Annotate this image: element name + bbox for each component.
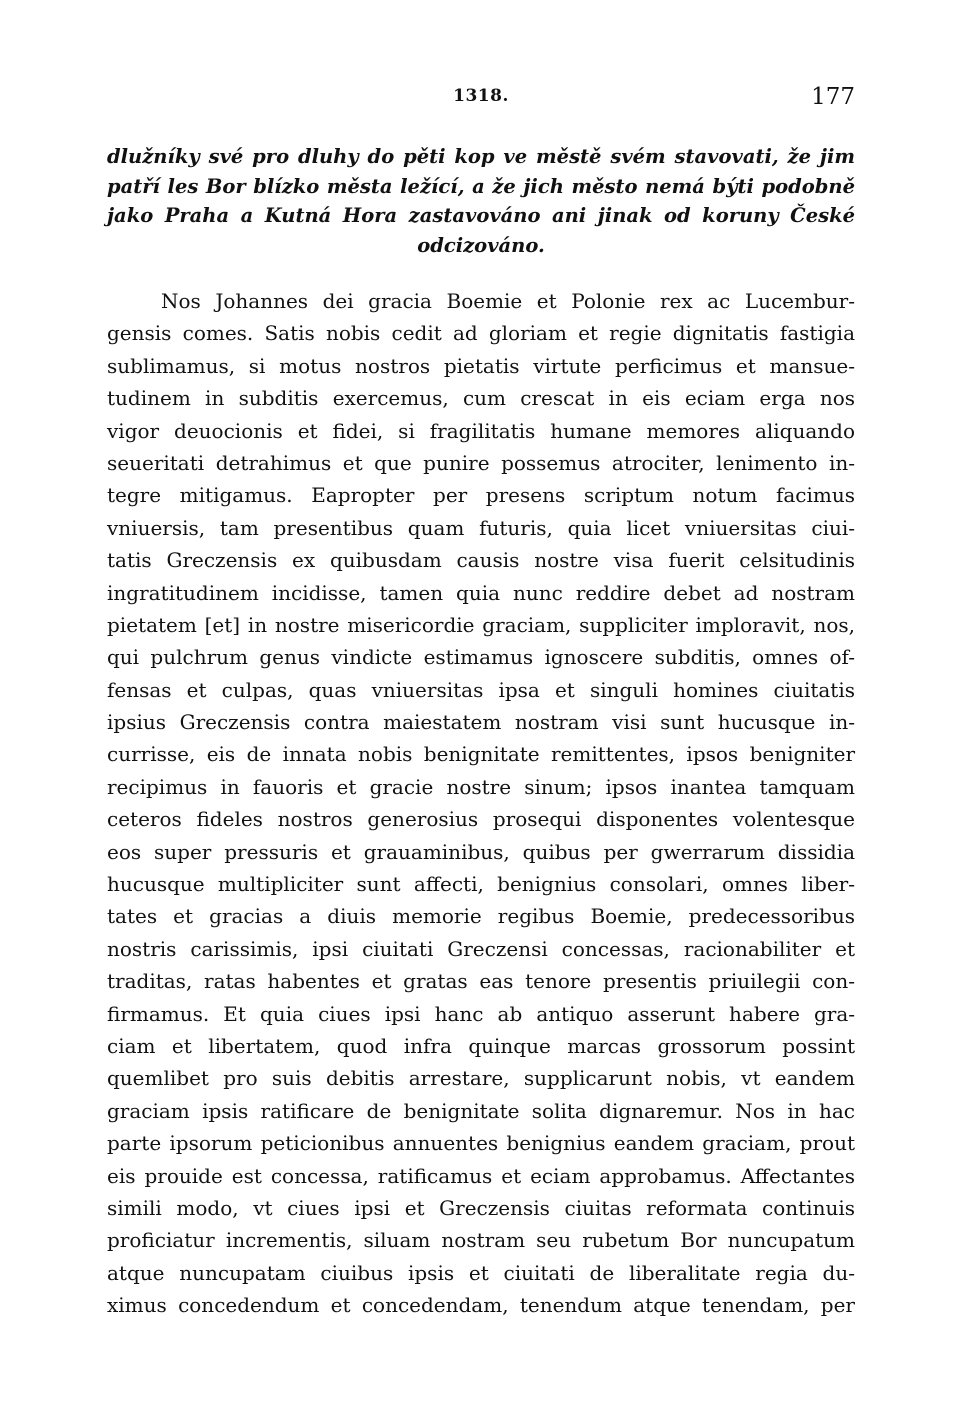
running-head bbox=[107, 86, 855, 112]
text-line: fensas et culpas, quas vniuersitas ipsa et singuli homines ciuitatis bbox=[107, 677, 855, 702]
text-line: ciam et libertatem, quod infra quinque marcas grossorum possint bbox=[107, 1033, 855, 1058]
text-line: ximus concedendum et concedendam, tenendum atque tenendam, per bbox=[107, 1293, 855, 1318]
text-line: Nos Johannes dei gracia Boemie et Polonie rex ac Lucembur- bbox=[161, 289, 855, 313]
text-line: currisse, eis de innata nobis benignitate remittentes, ipsos benigniter bbox=[107, 742, 855, 767]
text-line: quemlibet pro suis debitis arrestare, supplicarunt nobis, vt eandem bbox=[107, 1066, 855, 1091]
text-line: vigor deuocionis et fidei, si fragilitatis humane memores aliquando bbox=[107, 418, 855, 443]
charter-text bbox=[107, 285, 855, 1322]
text-line: nostris carissimis, ipsi ciuitati Greczensi concessas, racionabiliter et bbox=[107, 936, 855, 961]
text-line: pietatem [et] in nostre misericordie graciam, suppliciter imploravit, nos, bbox=[107, 612, 855, 637]
regest-line: jako Praha a Kutná Hora zastavováno ani jinak od koruny České bbox=[107, 204, 855, 227]
text-line: firmamus. Et quia ciues ipsi hanc ab antiquo asserunt habere gra- bbox=[107, 1001, 855, 1026]
text-line: ceteros fideles nostros generosius prosequi disponentes volentesque bbox=[107, 807, 855, 832]
text-line: atque nuncupatam ciuibus ipsis et ciuitati de liberalitate regia du- bbox=[107, 1260, 855, 1285]
text-line: seueritati detrahimus et que punire possemus atrociter, lenimento in- bbox=[107, 450, 855, 475]
text-line: ipsius Greczensis contra maiestatem nostram visi sunt hucusque in- bbox=[107, 710, 855, 735]
text-line: eis prouide est concessa, ratificamus et eciam approbamus. Affectantes bbox=[107, 1163, 855, 1188]
page-number: 177 bbox=[811, 84, 855, 110]
text-line: parte ipsorum peticionibus annuentes benignius eandem graciam, prout bbox=[107, 1131, 855, 1156]
text-line: tudinem in subditis exercemus, cum crescat in eis eciam erga nos bbox=[107, 386, 855, 411]
text-line: gensis comes. Satis nobis cedit ad gloriam et regie dignitatis fastigia bbox=[107, 321, 855, 346]
text-line: simili modo, vt ciues ipsi et Greczensis ciuitas reformata continuis bbox=[107, 1195, 855, 1220]
text-line: eos super pressuris et grauaminibus, quibus per gwerrarum dissidia bbox=[107, 839, 855, 864]
text-line: tates et gracias a diuis memorie regibus Boemie, predecessoribus bbox=[107, 904, 855, 929]
text-line: vniuersis, tam presentibus quam futuris, quia licet vniuersitas ciui- bbox=[107, 515, 855, 540]
regest-summary bbox=[107, 142, 855, 260]
regest-line: dlužníky své pro dluhy do pěti kop ve městě svém stavovati, že jim bbox=[107, 145, 855, 168]
text-line: sublimamus, si motus nostros pietatis virtute perficimus et mansue- bbox=[107, 353, 855, 378]
text-line: traditas, ratas habentes et gratas eas tenore presentis priuilegii con- bbox=[107, 969, 855, 994]
text-line: ingratitudinem incidisse, tamen quia nunc reddire debet ad nostram bbox=[107, 580, 855, 605]
text-line: recipimus in fauoris et gracie nostre sinum; ipsos inantea tamquam bbox=[107, 774, 855, 799]
regest-line: odcizováno. bbox=[417, 233, 545, 257]
text-line: graciam ipsis ratificare de benignitate solita dignaremur. Nos in hac bbox=[107, 1098, 855, 1123]
text-line: tatis Greczensis ex quibusdam causis nostre visa fuerit celsitudinis bbox=[107, 548, 855, 573]
text-line: proficiatur incrementis, siluam nostram seu rubetum Bor nuncupatum bbox=[107, 1228, 855, 1253]
text-line: hucusque multipliciter sunt affecti, benignius consolari, omnes liber- bbox=[107, 872, 855, 897]
regest-line: patří les Bor blízko města ležící, a že jich město nemá býti podobně bbox=[107, 174, 855, 198]
text-line: qui pulchrum genus vindicte estimamus ignoscere subditis, omnes of- bbox=[107, 645, 855, 670]
text-line: tegre mitigamus. Eapropter per presens scriptum notum facimus bbox=[107, 483, 855, 508]
header-year: 1318. bbox=[453, 86, 509, 106]
